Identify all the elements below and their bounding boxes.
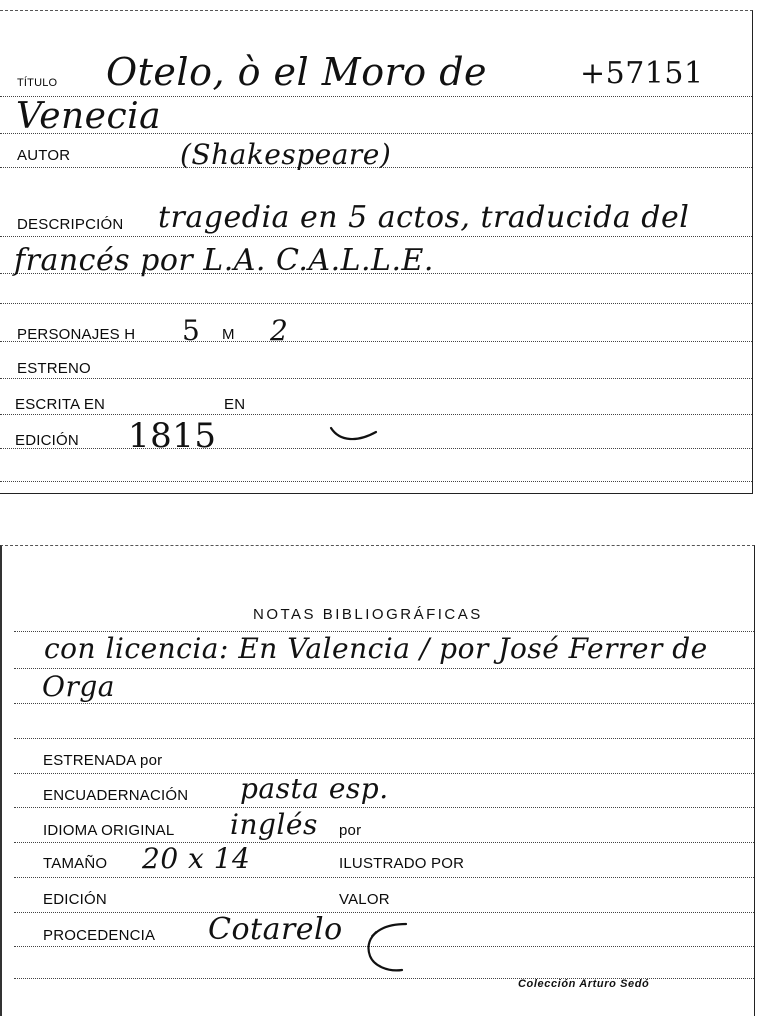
tamano-value: 20 x 14 [142,842,251,875]
por-label: por [339,822,362,839]
escrita-en-label: ESCRITA EN [15,396,106,413]
tamano-label: TAMAÑO [43,855,108,872]
descripcion-value-line1: tragedia en 5 actos, traducida del [158,200,690,235]
procedencia-label: PROCEDENCIA [43,927,156,944]
notas-value-line2: Orga [42,670,115,703]
titulo-label: TÍTULO [17,77,58,89]
bracket-mark [362,920,412,976]
rule-line [0,303,752,304]
estreno-label: ESTRENO [17,360,91,377]
rule-line [14,703,754,704]
en-label: EN [224,396,246,413]
personajes-m-value: 2 [270,314,289,347]
rule-line [0,448,752,449]
notas-bibliograficas-heading: NOTAS BIBLIOGRÁFICAS [253,606,483,623]
edicion-label: EDICIÓN [15,432,79,449]
edicion-label-back: EDICIÓN [43,891,107,908]
rule-line [14,668,754,669]
autor-label: AUTOR [17,147,71,164]
edicion-value: 1815 [128,416,217,456]
rule-line [0,236,752,237]
rule-line [14,842,754,843]
encuadernacion-value: pasta esp. [240,772,389,805]
ilustrado-por-label: ILUSTRADO POR [339,855,465,872]
rule-line [0,378,752,379]
rule-line [14,807,754,808]
estrenada-label: ESTRENADA por [43,752,163,769]
titulo-value-line2: Venecia [16,96,162,137]
rule-line [14,912,754,913]
procedencia-value: Cotarelo [208,912,343,947]
dash-mark [328,420,380,446]
catalog-number: +57151 [580,56,704,91]
rule-line [0,414,752,415]
autor-value: (Shakespeare) [180,138,392,171]
notas-value-line1: con licencia: En Valencia / por José Ferrer de [44,632,708,665]
rule-line [14,877,754,878]
idioma-value: inglés [230,808,318,841]
valor-label: VALOR [339,891,390,908]
idioma-original-label: IDIOMA ORIGINAL [43,822,175,839]
personajes-h-value: 5 [182,314,201,347]
titulo-value-line1: Otelo, ò el Moro de [106,50,488,94]
personajes-m-label: M [222,326,235,343]
rule-line [14,738,754,739]
descripcion-label: DESCRIPCIÓN [17,216,124,233]
encuadernacion-label: ENCUADERNACIÓN [43,787,189,804]
collection-credit: Colección Arturo Sedó [518,978,650,990]
personajes-h-label: PERSONAJES H [17,326,136,343]
rule-line [0,481,752,482]
descripcion-value-line2: francés por L.A. C.A.L.L.E. [14,243,434,278]
